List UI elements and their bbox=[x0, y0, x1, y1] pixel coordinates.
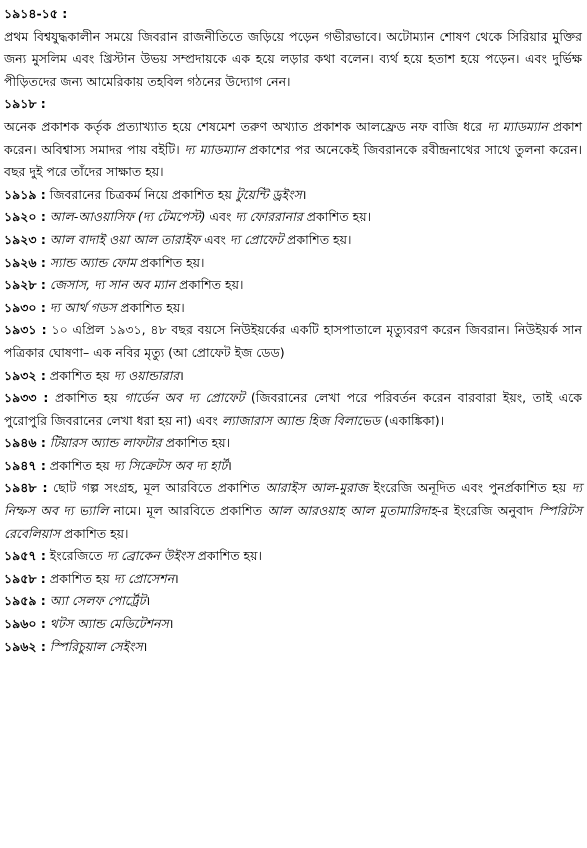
body-text: প্রকাশিত হয় bbox=[48, 390, 125, 406]
book-title-text: আল আরওয়াহ আল মুতামারিদাহ bbox=[267, 503, 438, 519]
book-title-text: দ্য ফোররানার bbox=[235, 209, 303, 225]
book-title-text: দ্য সিক্রেটস অব দ্য হার্ট bbox=[113, 457, 228, 473]
book-title-text: দ্য আর্থ গডস bbox=[45, 299, 117, 315]
body-text: প্রকাশিত হয়। bbox=[283, 231, 352, 247]
book-title-text: স্পিরিচুয়াল সেইংস bbox=[45, 638, 143, 654]
year-label: ১৯২৮ : bbox=[4, 277, 46, 293]
chronology-paragraph bbox=[4, 432, 582, 455]
body-text: প্রকাশিত হয়। bbox=[193, 548, 262, 564]
chronology-paragraph bbox=[4, 636, 582, 659]
year-label: ১৯১৮ : bbox=[4, 96, 46, 112]
year-label: ১৯৬০ : bbox=[4, 616, 46, 632]
body-text: । bbox=[179, 367, 184, 383]
book-title-text: দ্য ওয়ান্ডারার bbox=[113, 367, 180, 383]
book-title-text: জেসাস, দ্য সান অব ম্যান bbox=[45, 277, 176, 293]
body-text: প্রকাশিত হয় bbox=[45, 570, 114, 586]
chronology-paragraph bbox=[4, 387, 582, 432]
book-title-text: দ্য ব্রোকেন উইংস bbox=[106, 548, 194, 564]
year-heading-paragraph bbox=[4, 93, 582, 116]
chronology-paragraph bbox=[4, 206, 582, 229]
chronology-paragraph bbox=[4, 229, 582, 252]
chronology-paragraph bbox=[4, 26, 582, 94]
book-title-text: দ্য নিম্ফস অব দ্য ভ্যালি bbox=[4, 480, 582, 519]
book-title-text: থটস অ্যান্ড মেডিটেশনস bbox=[45, 616, 169, 632]
book-title-text: টুয়েন্টি ড্রইংস bbox=[235, 186, 302, 202]
body-text: এবং bbox=[200, 231, 230, 247]
body-text: প্রথম বিশ্বযুদ্ধকালীন সময়ে জিবরান রাজনীতিতে জড়িয়ে পড়েন গভীরভাবে। অটোম্যান শোষণ থেকে সিরিয়ার মুক্তির জন্য মুসলিম এবং খ্রিস্টান উভয় সম্প্রদায়কে এক হয়ে লড়ার কথা বলেন। ব্যর্থ হয়ে হতাশ হয়ে পড়েন। এবং দুর্ভিক্ষ পীড়িতদের জন্য আমেরিকায় তহবিল গঠনের উদ্যোগ নেন। bbox=[4, 28, 582, 89]
book-title-text: দ্য ম্যাডম্যান bbox=[184, 141, 245, 157]
body-text: প্রকাশিত হয়। bbox=[116, 299, 185, 315]
chronology-paragraph bbox=[4, 590, 582, 613]
chronology-paragraph bbox=[4, 116, 582, 184]
year-label: ১৯২০ : bbox=[4, 209, 46, 225]
body-text: ছোট গল্প সংগ্রহ, মূল আরবিতে প্রকাশিত bbox=[47, 480, 266, 496]
year-label: ১৯৫৯ : bbox=[4, 593, 46, 609]
year-label: ১৯৩৩ : bbox=[4, 390, 49, 406]
chronology-paragraph bbox=[4, 184, 582, 207]
year-label: ১৯৩২ : bbox=[4, 367, 46, 383]
body-text: প্রকাশিত হয়। bbox=[302, 209, 372, 225]
book-title-text: টিয়ারস অ্যান্ড লাফটার bbox=[45, 435, 162, 451]
year-label: ১৯৩০ : bbox=[4, 299, 46, 315]
year-label: ১৯৪৭ : bbox=[4, 457, 46, 473]
chronology-paragraph bbox=[4, 613, 582, 636]
body-text: নামে। মূল আরবিতে প্রকাশিত bbox=[108, 503, 268, 519]
body-text: । bbox=[301, 186, 307, 202]
year-label: ১৯৪৮ : bbox=[4, 480, 48, 496]
chronology-paragraph bbox=[4, 319, 582, 364]
body-text: । bbox=[142, 638, 148, 654]
book-title-text: আল-আওয়াসিফ (দ্য টেমপেস্ট) bbox=[45, 209, 206, 225]
body-text: । bbox=[174, 570, 179, 586]
body-text: প্রকাশের পর অনেকেই জিবরানকে রবীন্দ্রনাথের সাথে তুলনা করেন। বছর দুই পরে তাঁদের সাক্ষাত হয়। bbox=[4, 141, 582, 180]
book-title-text: স্পিরিটস রেবেলিয়াস bbox=[4, 503, 582, 541]
chronology-paragraph bbox=[4, 274, 582, 297]
body-text: ১০ এপ্রিল ১৯৩১, ৪৮ বছর বয়সে নিউইয়র্কের একটি হাসপাতালে মৃত্যুবরণ করেন জিবরান। নিউইয়র্ক সান পত্রিকার ঘোষণা– এক নবির মৃত্যু (আ প্রোফেট ইজ ডেড) bbox=[4, 322, 583, 360]
body-text: প্রকাশিত হয় bbox=[45, 367, 114, 383]
body-text: প্রকাশিত হয় bbox=[45, 457, 114, 473]
year-label: ১৯১৯ : bbox=[4, 186, 46, 202]
chronology-page bbox=[4, 3, 582, 658]
body-text: । bbox=[145, 593, 151, 609]
body-text: প্রকাশিত হয়। bbox=[60, 525, 129, 541]
book-title-text: অ্যা সেলফ পোর্ট্রেট bbox=[45, 593, 146, 609]
body-text: প্রকাশিত হয়। bbox=[136, 254, 205, 270]
book-title-text: দ্য প্রোসেশন bbox=[113, 570, 175, 586]
year-heading-paragraph bbox=[4, 3, 582, 26]
year-label: ১৯১৪-১৫ : bbox=[4, 6, 68, 21]
year-label: ১৯৬২ : bbox=[4, 638, 46, 654]
chronology-paragraph bbox=[4, 297, 582, 320]
body-text: (জিবরানের লেখা পরে পরিবর্তন করেন বারবারা ইয়ং, তাই একে পুরোপুরি জিবরানের লেখা ধরা হয় না) এবং bbox=[4, 390, 582, 428]
book-title-text: আল বাদাই ওয়া আল তারাইফ bbox=[45, 231, 201, 247]
year-label: ১৯৫৮ : bbox=[4, 570, 46, 586]
chronology-paragraph bbox=[4, 477, 582, 545]
book-title-text: দ্য প্রোফেট bbox=[229, 231, 284, 247]
year-label: ১৯৫৭ : bbox=[4, 548, 46, 564]
chronology-paragraph bbox=[4, 545, 582, 568]
year-label: ১৯২৩ : bbox=[4, 231, 46, 247]
body-text: এবং bbox=[205, 209, 236, 225]
body-text: -র ইংরেজি অনুবাদ bbox=[437, 503, 539, 519]
body-text: ইংরেজিতে bbox=[45, 548, 107, 564]
body-text: অনেক প্রকাশক কর্তৃক প্রত্যাখ্যাত হয়ে শেষমেশ তরুণ অখ্যাত প্রকাশক আলফ্রেড নফ বাজি ধরে bbox=[4, 118, 488, 134]
body-text: জিবরানের চিত্রকর্ম নিয়ে প্রকাশিত হয় bbox=[45, 186, 236, 202]
body-text: । bbox=[227, 457, 232, 473]
chronology-paragraph bbox=[4, 455, 582, 478]
body-text: প্রকাশিত হয়। bbox=[175, 277, 244, 293]
year-label: ১৯২৬ : bbox=[4, 254, 46, 270]
body-text: । bbox=[168, 616, 174, 632]
chronology-paragraph bbox=[4, 252, 582, 275]
chronology-paragraph bbox=[4, 365, 582, 388]
book-title-text: আরাইস আল-মুরাজ bbox=[265, 480, 368, 496]
book-title-text: দ্য ম্যাডম্যান bbox=[487, 118, 548, 134]
body-text: ইংরেজি অনূদিত এবং পুনর্প্রকাশিত হয় bbox=[367, 480, 572, 496]
year-label: ১৯৪৬ : bbox=[4, 435, 46, 451]
body-text: (একাঙ্কিকা)। bbox=[380, 412, 445, 428]
book-title-text: স্যান্ড অ্যান্ড ফোম bbox=[45, 254, 137, 270]
body-text: প্রকাশিত হয়। bbox=[161, 435, 231, 451]
book-title-text: ল্যাজারাস অ্যান্ড হিজ বিলাভেড bbox=[221, 412, 381, 428]
year-label: ১৯৩১ : bbox=[4, 322, 47, 338]
chronology-paragraph bbox=[4, 568, 582, 591]
book-title-text: গার্ডেন অব দ্য প্রোফেট bbox=[124, 390, 245, 406]
body-text: প্রকাশ করেন। অবিশ্বাস্য সমাদর পায় বইটি। bbox=[4, 118, 582, 157]
